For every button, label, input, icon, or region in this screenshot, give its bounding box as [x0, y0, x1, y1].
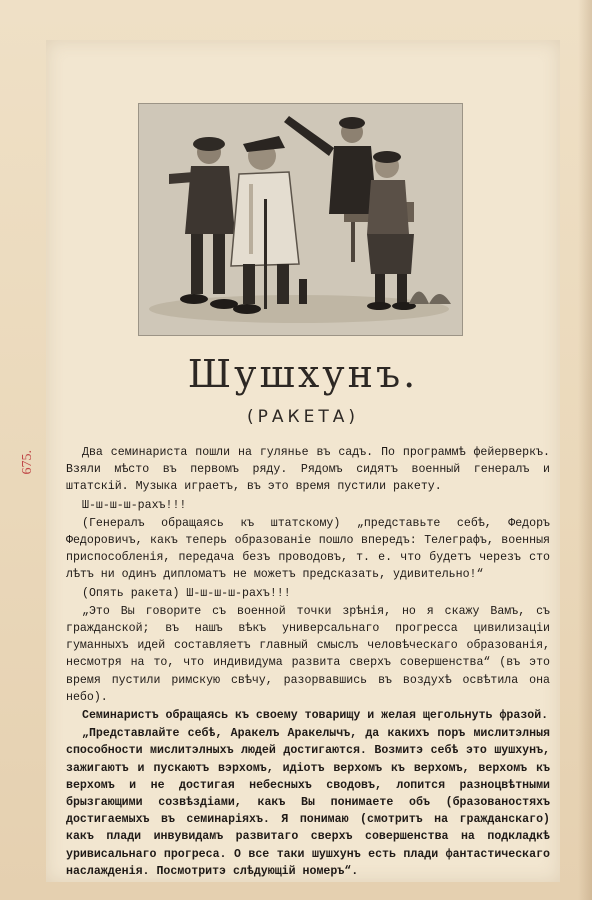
- paragraph: (Опять ракета) Ш-ш-ш-ш-рахъ!!!: [82, 586, 291, 600]
- illustration-drawing: [139, 104, 462, 335]
- paragraph: Семинаристъ обращаясь къ своему товарищу и желая щегольнуть фразой.: [82, 709, 549, 723]
- catalog-number-stamp: 675.: [20, 450, 35, 475]
- page-title: Шушхунъ.: [187, 352, 419, 396]
- story-text: [66, 444, 550, 880]
- paragraph: Ш-ш-ш-ш-рахъ!!!: [82, 498, 187, 512]
- card-edge: [578, 0, 592, 900]
- paragraph: Два семинариста пошли на гулянье въ садъ. По программѣ фейерверкъ. Взяли мѣсто въ первомъ ряду. Рядомъ сидятъ военный генералъ и штатскій. Музыка играетъ, въ это время пустили ракету.: [66, 446, 550, 494]
- page-subtitle: (РАКЕТА): [247, 407, 359, 427]
- paragraph: „Представлайте себѣ, Аракелъ Аракелычъ, да какихъ поръ мислитэлныя способности мислитэлныхъ людей достигаются. Возмитэ себѣ это шушхунъ, зажигаютъ и пускаютъ вэрхомъ, идіотъ верхомъ къ верхомъ, верхомъ къ верхомъ и не достигая небесныхъ сводовъ, лопится разноцвѣтными брызгающими созвѣздіами, какъ Вы понимаете объ (бразованостяхъ достигаемыхъ въ семинаріяхъ. Я понимаю (смотритъ на гражданскаго) какъ плади инвувидамъ развитаго сверхъ совершенства на подкладкѣ уривисальнаго прогреса. О все таки шушхунъ есть плади фантастическаго наслажденія. Посмотритэ слѣдующій номеръ“.: [66, 727, 550, 878]
- paragraph: „Это Вы говорите съ военной точки зрѣнія, но я скажу Вамъ, съ гражданской; въ нашъ вѣкъ универсальнаго прогресса цивилизаціи гуманныхъ идей составляетъ главный смыслъ человѣческаго образованія, несмотря на то, что индивидума развита сверхъ совершенства“ (въ это время пустили римскую свѣчу, разорвавшись въ воздухѣ освѣтила она небо).: [66, 604, 550, 704]
- illustration-figures: [138, 103, 463, 336]
- paragraph: (Генералъ обращаясь къ штатскому) „представьте себѣ, Федоръ Федоровичъ, какъ теперь образованіе пошло впередъ: Телеграфъ, военныя приспособленія, передача безъ проводовъ, т. е. что будетъ черезъ сто лѣтъ ни одинъ дипломатъ не можетъ предсказать, удивительно!“: [66, 516, 550, 582]
